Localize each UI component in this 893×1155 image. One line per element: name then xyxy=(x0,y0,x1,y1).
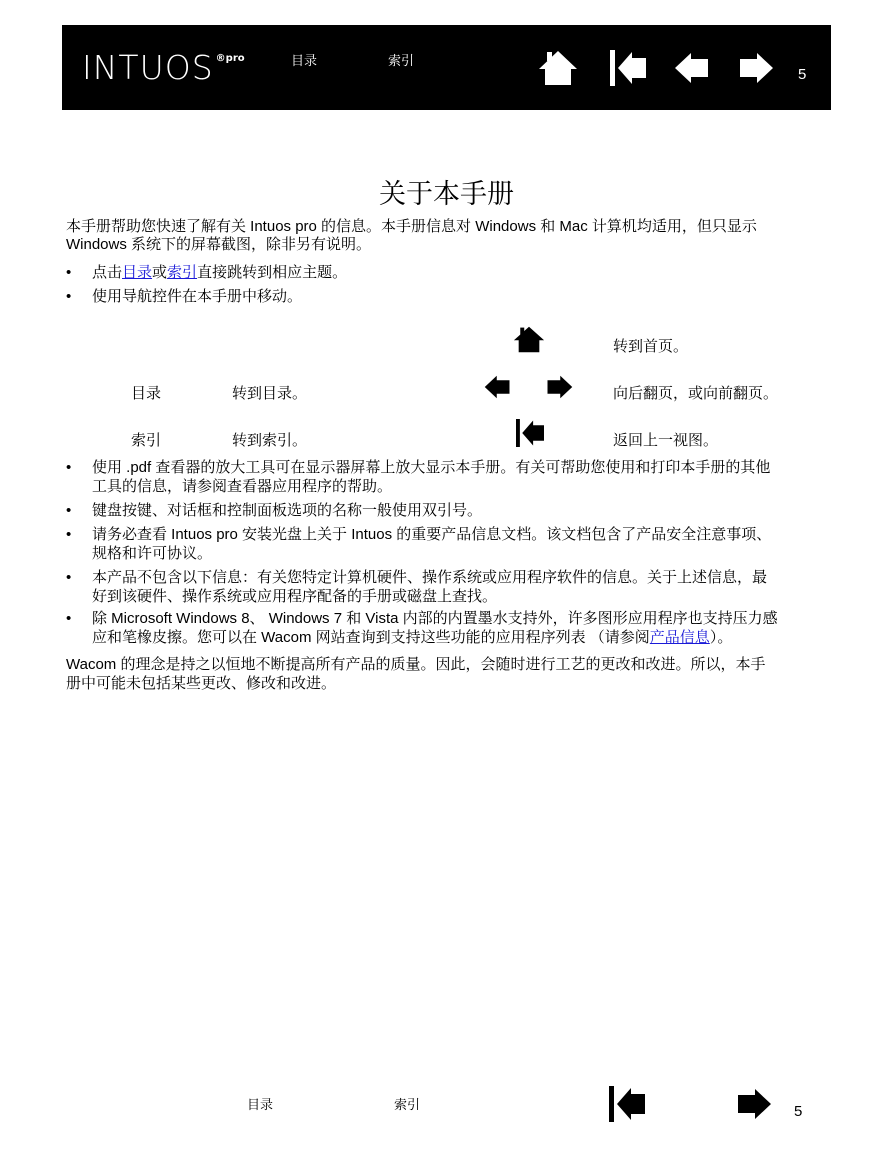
header-page-number: 5 xyxy=(798,66,807,83)
bullet-text-line-1: 请务必查看 Intuos pro 安装光盘上关于 Intuos 的重要产品信息文档。该文档包含了产品安全注意事项、 xyxy=(92,526,772,543)
contents-link[interactable]: 目录 xyxy=(122,264,153,281)
bullet-dot: • xyxy=(66,569,72,586)
intro-line-2: Windows 系统下的屏幕截图，除非另有说明。 xyxy=(66,236,372,253)
bullet-quotes xyxy=(66,502,483,520)
footer-index-link[interactable]: 索引 xyxy=(394,1097,421,1112)
bullet-not-included xyxy=(66,569,768,605)
index-description: 转到索引。 xyxy=(232,432,308,449)
product-info-link[interactable]: 产品信息 xyxy=(649,629,710,646)
logo-superscript: ®pro xyxy=(215,53,245,64)
index-label[interactable]: 索引 xyxy=(131,432,162,449)
intuos-pro-logo xyxy=(82,48,245,87)
bullet-dot: • xyxy=(66,459,72,476)
next-page-icon[interactable] xyxy=(736,1087,772,1121)
bullet-use-nav-text: 使用导航控件在本手册中移动。 xyxy=(92,288,303,305)
bullet-dot: • xyxy=(66,610,72,627)
footer-page-number: 5 xyxy=(794,1103,803,1120)
bullet-text-line-2: 工具的信息，请参阅查看器应用程序的帮助。 xyxy=(92,478,393,495)
bullet-pressure-support xyxy=(66,610,778,646)
bullet-text-line-2: 好到该硬件、操作系统或应用程序配备的手册或磁盘上查找。 xyxy=(92,588,498,605)
bullet-text-line-1: 本产品不包含以下信息：有关您特定计算机硬件、操作系统或应用程序软件的信息。关于上述信息，最 xyxy=(92,569,768,586)
bullet-text-line-1: 键盘按键、对话框和控制面板选项的名称一般使用双引号。 xyxy=(92,502,483,519)
back-view-icon[interactable] xyxy=(607,1086,647,1122)
bullet-pdf-zoom xyxy=(66,459,771,495)
bullet-text-line-1: 使用 .pdf 查看器的放大工具可在显示器屏幕上放大显示本手册。有关可帮助您使用和打印本手册的其他 xyxy=(92,459,771,476)
bullet-text-line-2: 规格和许可协议。 xyxy=(92,545,213,562)
contents-label[interactable]: 目录 xyxy=(131,385,162,402)
back-view-description: 返回上一视图。 xyxy=(613,432,719,449)
closing-line-1: Wacom 的理念是持之以恒地不断提高所有产品的质量。因此，会随时进行工艺的更改和改进。所以，本手 xyxy=(66,656,766,673)
line-suffix: ）。 xyxy=(709,629,733,646)
line-prefix: 应和笔橡皮擦。您可以在 Wacom 网站查询到支持这些功能的应用程序列表 （请参阅 xyxy=(92,629,650,646)
bullet-text-mid: 或 xyxy=(152,264,168,281)
bullet-dot: • xyxy=(66,526,72,543)
back-view-icon[interactable] xyxy=(514,419,546,447)
logo-text: INTUOS xyxy=(82,48,214,87)
previous-page-icon[interactable] xyxy=(484,374,511,400)
bullet-dot: • xyxy=(66,502,72,519)
index-link[interactable]: 索引 xyxy=(167,264,198,281)
next-page-icon[interactable] xyxy=(546,374,573,400)
previous-page-icon[interactable] xyxy=(674,52,710,84)
home-icon[interactable] xyxy=(538,49,578,87)
first-page-icon[interactable] xyxy=(608,50,648,86)
bullet-text-line-2 xyxy=(92,629,732,647)
bullet-dot: • xyxy=(66,288,72,305)
bullet-text-line-1: 除 Microsoft Windows 8、 Windows 7 和 Vista 内部的内置墨水支持外，许多图形应用程序也支持压力感 xyxy=(92,610,778,627)
bullet-text-suffix: 直接跳转到相应主题。 xyxy=(197,264,348,281)
bullet-use-nav xyxy=(66,288,303,306)
page-title: 关于本手册 xyxy=(379,179,514,209)
contents-description: 转到目录。 xyxy=(232,385,308,402)
bullet-jump-text xyxy=(92,264,347,282)
closing-line-2: 册中可能未包括某些更改、修改和改进。 xyxy=(66,675,337,692)
header-index-link[interactable]: 索引 xyxy=(388,53,415,68)
home-description: 转到首页。 xyxy=(613,338,689,355)
bullet-product-info xyxy=(66,526,772,562)
header-contents-link[interactable]: 目录 xyxy=(291,53,318,68)
bullet-dot: • xyxy=(66,264,72,281)
bullet-jump-topics xyxy=(66,264,348,282)
prev-next-description: 向后翻页，或向前翻页。 xyxy=(613,385,779,402)
bullet-text-prefix: 点击 xyxy=(92,264,123,281)
header-bar xyxy=(62,25,831,110)
intro-line-1: 本手册帮助您快速了解有关 Intuos pro 的信息。本手册信息对 Windows 和 Mac 计算机均适用，但只显示 xyxy=(66,218,757,235)
footer-contents-link[interactable]: 目录 xyxy=(247,1097,274,1112)
next-page-icon[interactable] xyxy=(738,52,774,84)
home-icon[interactable] xyxy=(513,326,545,353)
